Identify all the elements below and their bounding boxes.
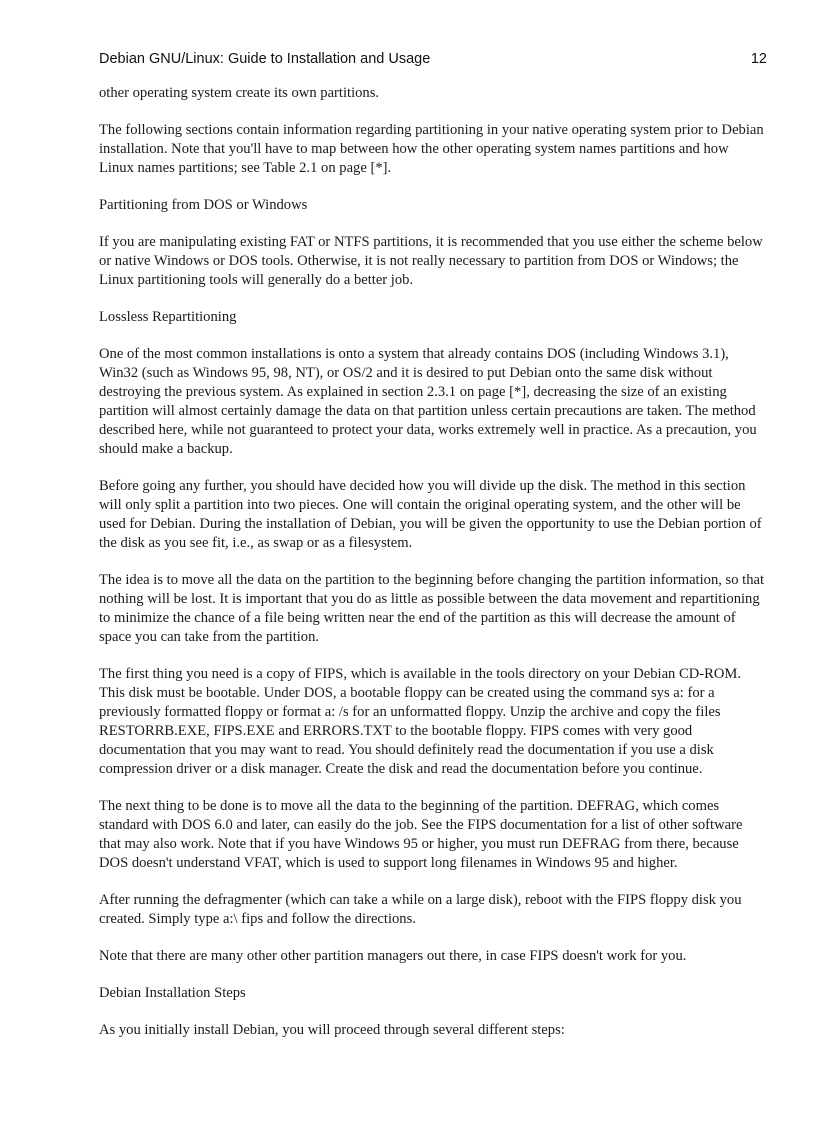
paragraph-fips-copy: The first thing you need is a copy of FIPS, which is available in the tools directory on your Debian CD-ROM. This disk must be bootable. Under DOS, a bootable floppy can be created using the command sys a: for a previously formatted floppy or format a: /s for an unformatted floppy. Unzip the archive and copy the files RESTORRB.EXE, FIPS.EXE and ERRORS.TXT to the bootable floppy. FIPS comes with very good documentation that you may want to read. You should definitely read the documentation if you use a disk compression driver or a disk manager. Create the disk and read the documentation before you continue. <box>99 666 742 777</box>
paragraph-move-data: The idea is to move all the data on the partition to the beginning before changing the partition information, so that nothing will be lost. It is important that you do as little as possible between the data movement and repartitioning to minimize the chance of a file being written near the end of the partition as this will decrease the amount of space you can take from the partition. <box>99 572 765 645</box>
paragraph-common-installations: One of the most common installations is onto a system that already contains DOS (including Windows 3.1), Win32 (such as Windows 95, 98, NT), or OS/2 and it is desired to put Debian onto the same disk without destroying the previous system. As explained in section 2.3.1 on page [*], decreasing the size of an existing partition will almost certainly damage the data on that partition unless certain precautions are taken. The method described here, while not guaranteed to protect your data, works extremely well in practice. As a precaution, you should make a backup. <box>99 346 757 457</box>
paragraph-fat-ntfs: If you are manipulating existing FAT or NTFS partitions, it is recommended that you use either the scheme below or native Windows or DOS tools. Otherwise, it is not really necessary to partition from DOS or Windows; the Linux partitioning tools will generally do a better job. <box>99 234 763 288</box>
paragraph-divide-disk: Before going any further, you should have decided how you will divide up the disk. The method in this section will only split a partition into two pieces. One will contain the original operating system, and the other will be used for Debian. During the installation of Debian, you will be given the opportunity to use the Debian portion of the disk as you see fit, i.e., as swap or as a filesystem. <box>99 478 762 551</box>
paragraph-after-defrag: After running the defragmenter (which can take a while on a large disk), reboot with the FIPS floppy disk you created. Simply type a:\ fips and follow the directions. <box>99 892 742 927</box>
running-title: Debian GNU/Linux: Guide to Installation and Usage <box>99 51 431 67</box>
paragraph-defrag: The next thing to be done is to move all the data to the beginning of the partition. DEFRAG, which comes standard with DOS 6.0 and later, can easily do the job. See the FIPS documentation for a list of other software that may also work. Note that if you have Windows 95 or higher, you must run DEFRAG from there, because DOS doesn't understand VFAT, which is used to support long filenames in Windows 95 and higher. <box>99 798 743 871</box>
section-heading-lossless-repartitioning: Lossless Repartitioning <box>99 309 237 325</box>
paragraph-continuation: other operating system create its own partitions. <box>99 85 380 101</box>
paragraph-other-managers: Note that there are many other other partition managers out there, in case FIPS doesn't work for you. <box>99 948 687 964</box>
section-heading-partitioning-dos-windows: Partitioning from DOS or Windows <box>99 197 308 213</box>
paragraph-partitioning-intro: The following sections contain information regarding partitioning in your native operating system prior to Debian installation. Note that you'll have to map between how the other operating system names partitions and how Linux names partitions; see Table 2.1 on page [*]. <box>99 122 764 176</box>
paragraph-install-steps-intro: As you initially install Debian, you will proceed through several different steps: <box>99 1022 565 1038</box>
page-number: 12 <box>750 51 767 67</box>
section-heading-installation-steps: Debian Installation Steps <box>99 985 246 1001</box>
page-header <box>99 51 767 73</box>
page-body <box>99 84 767 1058</box>
